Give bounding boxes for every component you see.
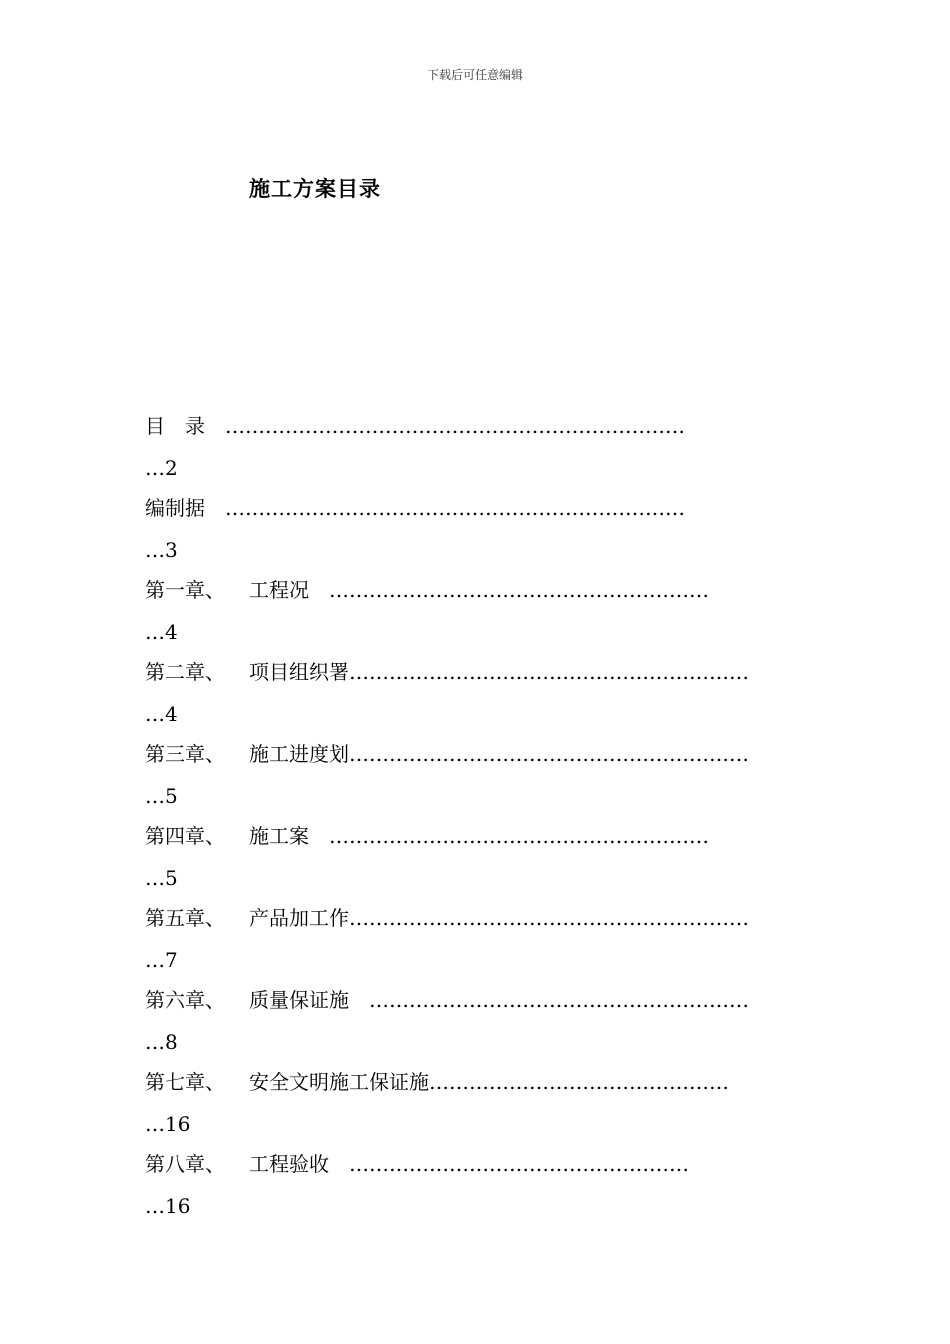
toc-page-number: …7 <box>145 948 178 972</box>
toc-label: 施工案 <box>249 824 309 848</box>
toc-entry[interactable] <box>145 1064 805 1146</box>
toc-page-number: …3 <box>145 538 178 562</box>
toc-chapter: 第三章、 <box>145 742 225 766</box>
toc-page-number: …2 <box>145 456 178 480</box>
toc-page-number: …4 <box>145 702 178 726</box>
document-title: 施工方案目录 <box>249 176 381 201</box>
toc-gap <box>309 578 329 602</box>
toc-entry[interactable] <box>145 1146 805 1228</box>
toc-label: 工程况 <box>249 578 309 602</box>
toc-dots: ………………………………………………… <box>329 578 709 602</box>
toc-chapter: 第二章、 <box>145 660 225 684</box>
toc-gap <box>349 988 369 1012</box>
toc-page-number: …16 <box>145 1112 191 1136</box>
toc-gap <box>205 414 225 438</box>
toc-page-number: …16 <box>145 1194 191 1218</box>
toc-dots: …………………………………………………… <box>349 906 749 930</box>
toc-entry[interactable] <box>145 982 805 1064</box>
toc-entry[interactable] <box>145 572 805 654</box>
toc-label: 编制据 <box>145 496 205 520</box>
toc-entry[interactable] <box>145 654 805 736</box>
toc-page-number: …8 <box>145 1030 178 1054</box>
table-of-contents <box>145 408 805 1228</box>
toc-gap <box>205 496 225 520</box>
toc-chapter: 第五章、 <box>145 906 225 930</box>
toc-dots: …………………………………………………………… <box>225 414 685 438</box>
toc-dots: …………………………………………………… <box>349 742 749 766</box>
toc-label: 目 录 <box>145 414 205 438</box>
toc-dots: ………………………………………………… <box>329 824 709 848</box>
toc-entry[interactable] <box>145 490 805 572</box>
toc-label: 安全文明施工保证施 <box>249 1070 429 1094</box>
toc-entry[interactable] <box>145 408 805 490</box>
toc-dots: ……………………………………… <box>429 1070 729 1094</box>
toc-dots: …………………………………………………… <box>349 660 749 684</box>
toc-entry[interactable] <box>145 818 805 900</box>
toc-label: 施工进度划 <box>249 742 349 766</box>
toc-gap <box>309 824 329 848</box>
toc-page-number: …5 <box>145 784 178 808</box>
toc-chapter: 第六章、 <box>145 988 225 1012</box>
toc-dots: ………………………………………………… <box>369 988 749 1012</box>
toc-gap <box>329 1152 349 1176</box>
toc-label: 项目组织署 <box>249 660 349 684</box>
toc-chapter: 第一章、 <box>145 578 225 602</box>
toc-dots: …………………………………………… <box>349 1152 689 1176</box>
toc-label: 质量保证施 <box>249 988 349 1012</box>
toc-dots: …………………………………………………………… <box>225 496 685 520</box>
toc-label: 工程验收 <box>249 1152 329 1176</box>
toc-chapter: 第八章、 <box>145 1152 225 1176</box>
toc-chapter: 第七章、 <box>145 1070 225 1094</box>
toc-page-number: …4 <box>145 620 178 644</box>
toc-entry[interactable] <box>145 900 805 982</box>
toc-chapter: 第四章、 <box>145 824 225 848</box>
toc-page-number: …5 <box>145 866 178 890</box>
toc-entry[interactable] <box>145 736 805 818</box>
toc-label: 产品加工作 <box>249 906 349 930</box>
header-note: 下载后可任意编辑 <box>426 68 523 82</box>
